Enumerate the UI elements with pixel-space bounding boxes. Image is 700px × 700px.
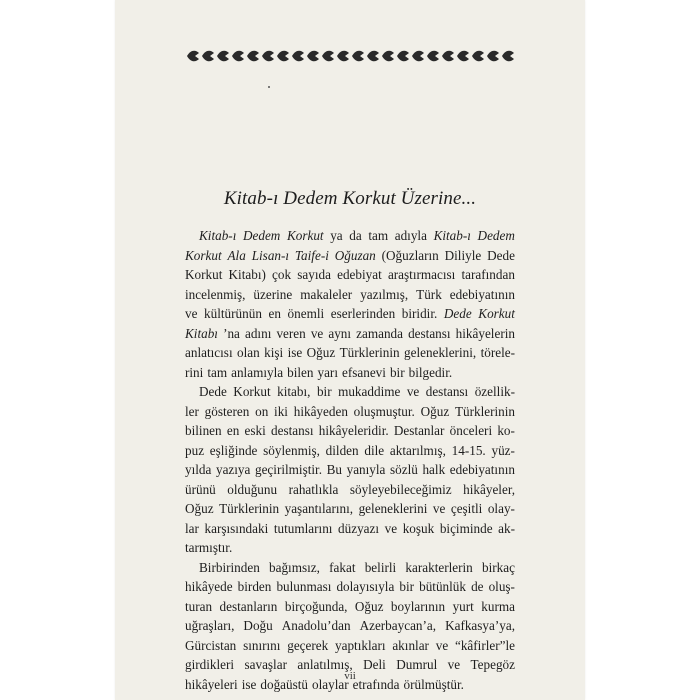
text-word: yaşantılarını, [284,501,354,516]
text-word: birkaç [481,559,515,575]
ornament-leaf-icon [292,51,304,62]
text-word: halk [422,462,446,477]
text-word: düzyazı [338,520,380,536]
text-word: eşliğinde [209,442,258,458]
text-word: Korkut [286,228,324,243]
text-word: örülmüştür. [403,676,464,692]
text-word: Bu [326,462,342,477]
text-word: etrafında [352,676,400,692]
text-word: (Oğuzların [381,247,439,263]
text-word: eski [244,423,266,438]
page-number: vii [344,670,356,682]
text-word: adıyla [394,228,427,243]
text-line [185,558,515,578]
text-word: bir [316,384,332,399]
text-word: Oğuz [354,598,384,614]
text-word: efsanevi [342,364,386,380]
text-word: destansı [425,384,469,399]
text-line [185,226,515,246]
text-word: lar [185,520,199,536]
text-word: ve [384,520,398,536]
text-line [185,285,515,305]
text-word: uğraşları, [185,618,235,633]
text-word: birden [237,579,272,594]
book-page [115,0,585,700]
ornament-leaf-icon [202,51,214,62]
text-word: tarmıştır. [185,540,233,555]
text-word: edebiyatının [449,462,515,477]
text-word: hikâyeleri [185,676,238,692]
ornament-leaf-icon [217,51,229,62]
ornament-leaf-icon [247,51,259,62]
text-word: Deli [363,657,386,672]
text-word: ise [287,345,303,360]
text-line [185,519,515,539]
text-word: çeşitli [450,501,483,516]
text-word: Korkut [478,306,515,321]
text-word: ko- [497,423,515,438]
text-word: oluşmuştur. [353,403,415,419]
text-word: ve [447,657,461,672]
text-word: anlatılmış, [297,657,353,672]
text-word: hikâyelerin [455,325,515,341]
text-word: girdikleri [185,657,235,672]
text-word: Gürcistan [185,637,237,653]
text-line [185,324,515,344]
text-word: Oğuz [185,501,214,516]
text-word: Türk [416,286,442,302]
text-word: turan [185,598,213,614]
text-word: karakterlerin [405,559,473,575]
text-word: bir [399,579,415,594]
text-word: “kâfirler”le [454,637,515,653]
text-word: anlamıyla [231,364,284,380]
text-word: bilen [287,364,314,380]
text-word: bağımsız, [269,559,320,575]
text-word: ve [185,306,198,321]
text-word: Dede [487,247,515,263]
text-word: yarı [317,364,338,380]
text-word: olay- [487,501,515,516]
text-word: Oğuz [306,345,336,360]
text-word: Dede [199,384,227,399]
text-word: Azerbaycan’a, [359,618,437,633]
text-line [185,343,515,363]
text-word: yazılmış, [360,286,409,302]
ornament-leaf-icon [337,51,349,62]
text-line [185,636,515,656]
text-word: Oğuzan [334,247,376,263]
text-word: tam [368,228,389,243]
text-word: Korkut [185,267,223,282]
text-word: ya [330,228,343,243]
text-word: özellik- [474,384,515,399]
text-word: incelenmiş, [185,286,246,302]
text-word: sözlü [390,462,418,477]
text-line [185,597,515,617]
ornament-leaf-icon [232,51,244,62]
text-word: Anadolu’dan [281,618,351,633]
text-word: Taife-i [294,247,329,263]
ornament-leaf-icon [277,51,289,62]
text-word: destanların [219,598,278,614]
text-word: yazıya [215,462,251,477]
text-line [185,363,515,383]
text-word: yanıyla [346,462,386,477]
text-word: çok [272,267,292,282]
text-word: ler [185,403,199,419]
text-word: 14-15. [451,442,486,458]
ornament-leaf-icon [382,51,394,62]
text-word: makaleler [300,286,353,302]
text-word: veren [276,325,306,341]
text-word: ise [241,676,257,692]
ornament-leaf-icon [427,51,439,62]
text-word: sayıda [297,267,331,282]
ornament-leaf-icon [412,51,424,62]
text-word: Kitabı) [228,267,266,282]
ornament-leaf-icon [187,51,199,62]
text-word: araştırmacısı [387,267,456,282]
text-line [185,382,515,402]
text-line [185,538,515,558]
text-line [185,441,515,461]
text-word: Dede [443,306,472,321]
text-word: Tepegöz [470,657,515,672]
text-word: en [226,423,240,438]
text-word: söyleyebileceğimiz [349,481,452,497]
ink-speck [268,86,270,88]
ornament-leaf-icon [367,51,379,62]
text-word: birçoğunda, [284,598,348,614]
text-word: aynı [328,325,352,341]
text-word: Birbirinden [199,559,260,575]
text-word: sınırını [243,637,281,653]
text-word: geçirilmiştir. [254,462,323,477]
text-word: kültürünün [204,306,262,321]
text-word: Türklerinin [219,501,280,516]
text-word: ’na [223,325,240,341]
text-word: yurt [452,598,474,614]
text-word: akınlar [392,637,429,653]
text-word: olaylar [312,676,349,692]
text-word: hikâyeden [293,403,348,419]
text-word: Dedem [242,228,281,243]
text-line [185,246,515,266]
text-word: destansı [408,325,451,341]
text-line [185,499,515,519]
text-word: ve [435,637,449,653]
text-word: rini [185,364,204,380]
text-word: edebiyatının [449,286,515,302]
text-line [185,616,515,636]
text-word: de [471,579,484,594]
text-word: ürünü [185,481,216,497]
text-word: Türklerinin [454,403,515,419]
text-word: tutumlarını [273,520,333,536]
text-word: bilgedir. [408,364,453,380]
text-word: ve [310,325,324,341]
text-word: puz [185,442,205,458]
text-word: Korkut [185,247,222,263]
text-word: bulunması [276,579,332,594]
text-line [185,304,515,324]
text-word: kitabı, [277,384,311,399]
text-word: törele- [480,345,515,360]
text-word: Türklerinin [339,345,400,360]
text-word: karşısındaki [204,520,269,536]
text-word: koşuk [402,520,435,536]
text-word: yılda [185,462,212,477]
ornament-leaf-icon [262,51,274,62]
text-word: oluş- [488,579,515,594]
text-word: Dumrul [396,657,438,672]
text-word: aktarılmış, [389,442,446,458]
text-word: önemli [287,306,325,321]
text-word: üzerine [253,286,293,302]
text-word: ve [432,501,446,516]
text-word: geleneklerini [358,501,428,516]
text-line [185,421,515,441]
text-word: yüz- [491,442,515,458]
text-word: hikâyeler, [463,481,515,497]
text-word: zamanda [356,325,403,341]
text-word: iki [274,403,288,419]
ornament-leaf-icon [397,51,409,62]
chapter-title: Kitab-ı Dedem Korkut Üzerine... [223,188,477,209]
text-word: Lisan-ı [251,247,290,263]
text-word: Destanlar [393,423,445,438]
body-text [185,226,515,694]
text-word: olduğunu [227,481,278,497]
text-word: adını [244,325,272,341]
text-word: kişi [264,345,284,360]
text-word: dolayısıyla [336,579,395,594]
text-word: belirli [364,559,397,575]
text-word: Korkut [233,384,271,399]
text-word: bir [389,364,405,380]
text-word: hikâyede [185,579,233,594]
text-word: da [349,228,362,243]
text-word: bilinen [185,423,222,438]
ornament-leaf-icon [322,51,334,62]
text-word: fakat [329,559,356,575]
text-word: yaptıkları [335,637,386,653]
text-word: bütünlük [419,579,466,594]
text-word: biridir. [401,306,438,321]
text-word: Dedem [477,228,515,243]
text-word: dilden [325,442,359,458]
text-word: destansı [271,423,314,438]
text-word: ak- [498,520,515,536]
text-word: Kafkasya’ya, [445,618,515,633]
text-word: Kitab-ı [433,228,471,243]
text-word: edebiyat [337,267,382,282]
text-word: Kitab-ı [199,228,237,243]
text-line [185,460,515,480]
text-line [185,402,515,422]
text-line [185,480,515,500]
ornament-leaf-icon [442,51,454,62]
text-word: gösteren [204,403,250,419]
text-line [185,577,515,597]
text-word: doğaüstü [260,676,309,692]
text-word: Ala [227,247,246,263]
text-word: geleneklerini, [404,345,477,360]
decorative-border-ornament [185,47,515,65]
ornament-leaf-icon [457,51,469,62]
ornament-leaf-icon [352,51,364,62]
text-word: söylenmiş, [263,442,320,458]
text-word: tam [207,364,228,380]
text-word: Kitabı [185,325,218,341]
text-word: anlatıcısı [185,345,233,360]
text-word: hikâyeleridir. [318,423,389,438]
text-word: geçerek [287,637,329,653]
ornament-leaf-icon [472,51,484,62]
text-word: kurma [481,598,515,614]
text-word: ve [406,384,420,399]
text-word: biçiminde [439,520,493,536]
text-word: mukaddime [338,384,401,399]
text-word: Oğuz [420,403,450,419]
text-word: on [255,403,269,419]
text-word: Diliyle [444,247,482,263]
ornament-leaf-icon [502,51,514,62]
text-word: savaşlar [244,657,287,672]
text-word: dile [364,442,385,458]
text-word: eserlerinden [330,306,396,321]
text-word: en [268,306,281,321]
ornament-leaf-icon [487,51,499,62]
text-word: boylarının [390,598,446,614]
ornament-leaf-icon [307,51,319,62]
text-word: olan [237,345,260,360]
text-word: Doğu [243,618,273,633]
text-word: tarafından [461,267,515,282]
text-word: rahatlıkla [288,481,339,497]
text-line [185,265,515,285]
text-word: önceleri [449,423,493,438]
